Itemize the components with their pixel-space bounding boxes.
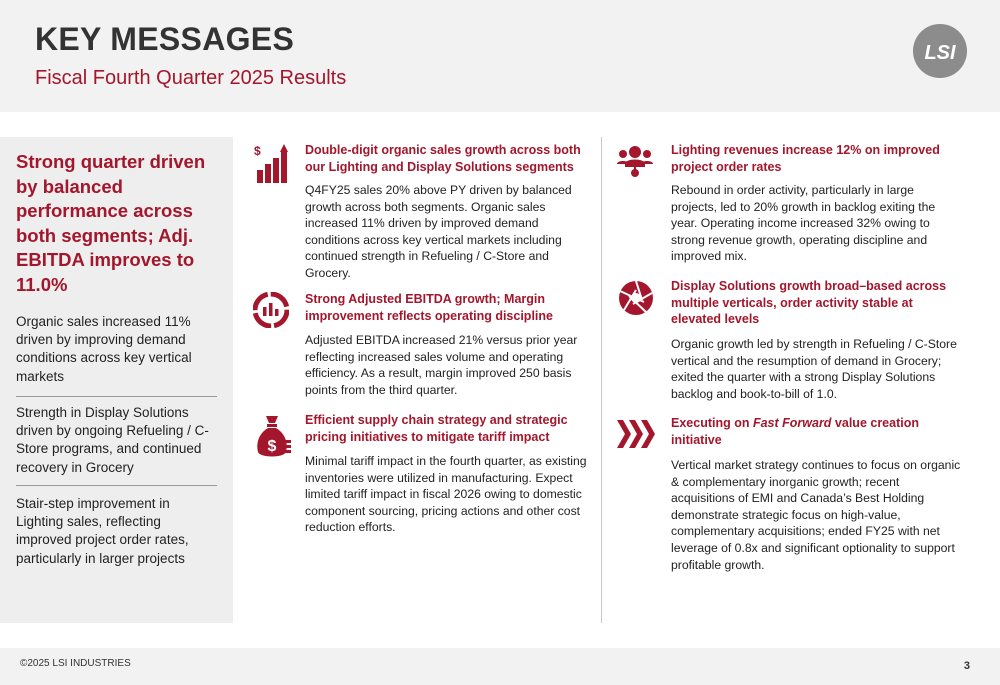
page-number: 3 [963, 660, 970, 672]
summary-panel [0, 137, 233, 623]
aperture-icon [618, 280, 654, 316]
block-title: Display Solutions growth broad–based across multiple verticals, order activity stable at elevated levels [671, 279, 947, 326]
summary-headline: Strong quarter driven by balanced performance across both segments; Adj. EBITDA improves to 11.0% [16, 151, 206, 295]
footer-band [0, 648, 1000, 685]
column-divider [601, 137, 602, 623]
block-title [671, 415, 961, 448]
block-body: Rebound in order activity, particularly in large projects, led to 20% growth in backlog exiting the year. Operating income increased 32% owing to strong revenue growth, operating discipline and improved mix. [671, 183, 936, 264]
logo-text: LSI [924, 42, 956, 64]
svg-text:$: $ [254, 144, 261, 158]
page-subtitle: Fiscal Fourth Quarter 2025 Results [35, 67, 347, 89]
block-body: Minimal tariff impact in the fourth quarter, as existing inventories were utilized in manufacturing. Expect limited tariff impact in fiscal 2026 owing to domestic component sourcing, pricing actions and other cost reduction efforts. [305, 454, 587, 535]
divider [16, 396, 217, 397]
block-body: Q4FY25 sales 20% above PY driven by balanced growth across both segments. Organic sales increased 11% driven by improved demand conditions across key vertical markets including continued strength in Refueling / C-Store and Grocery. [305, 183, 572, 280]
summary-item: Organic sales increased 11% driven by improving demand conditions across key vertical markets [16, 314, 192, 384]
block-body: Organic growth led by strength in Refueling / C-Store vertical and the resumption of demand in Grocery; exited the quarter with a strong Display Solutions backlog and book-to-bill of 1.0. [671, 337, 957, 401]
summary-item: Strength in Display Solutions driven by ongoing Refueling / C-Store programs, and continued recovery in Grocery [16, 405, 209, 475]
page-title: KEY MESSAGES [35, 21, 295, 57]
block-body: Vertical market strategy continues to focus on organic & complementary inorganic growth; recent acquisitions of EMI and Canada’s Best Holding demonstrate strategic focus on high-value, complementary acquisitions; ended FY25 with net leverage of 0.8x and significant optionality to support profitable growth. [671, 458, 961, 572]
block-title: Double-digit organic sales growth across both our Lighting and Display Solutions segments [305, 143, 581, 174]
block-title: Efficient supply chain strategy and strategic pricing initiatives to mitigate tariff impact [305, 413, 568, 444]
copyright-text: ©2025 LSI INDUSTRIES [20, 658, 131, 669]
block-body: Adjusted EBITDA increased 21% versus prior year reflecting increased sales volume and operating efficiency. As a result, margin improved 250 basis points from the third quarter. [305, 333, 578, 397]
title-suffix: value creation initiative [671, 416, 919, 447]
money-bag-icon [256, 414, 292, 455]
divider [16, 485, 217, 486]
gauge-chart-icon [253, 292, 289, 328]
fast-forward-emphasis: Fast Forward [752, 416, 832, 430]
svg-text:$: $ [267, 438, 277, 455]
people-network-icon [617, 143, 653, 179]
block-title: Strong Adjusted EBITDA growth; Margin improvement reflects operating discipline [305, 292, 553, 323]
block-title: Lighting revenues increase 12% on improved project order rates [671, 143, 940, 174]
summary-item: Stair-step improvement in Lighting sales, reflecting improved project order rates, particularly in larger projects [16, 496, 189, 566]
lsi-logo [913, 24, 967, 78]
title-prefix: Executing on [671, 416, 753, 430]
triple-chevron-icon [615, 418, 657, 454]
bar-chart-growth-icon [254, 143, 290, 179]
